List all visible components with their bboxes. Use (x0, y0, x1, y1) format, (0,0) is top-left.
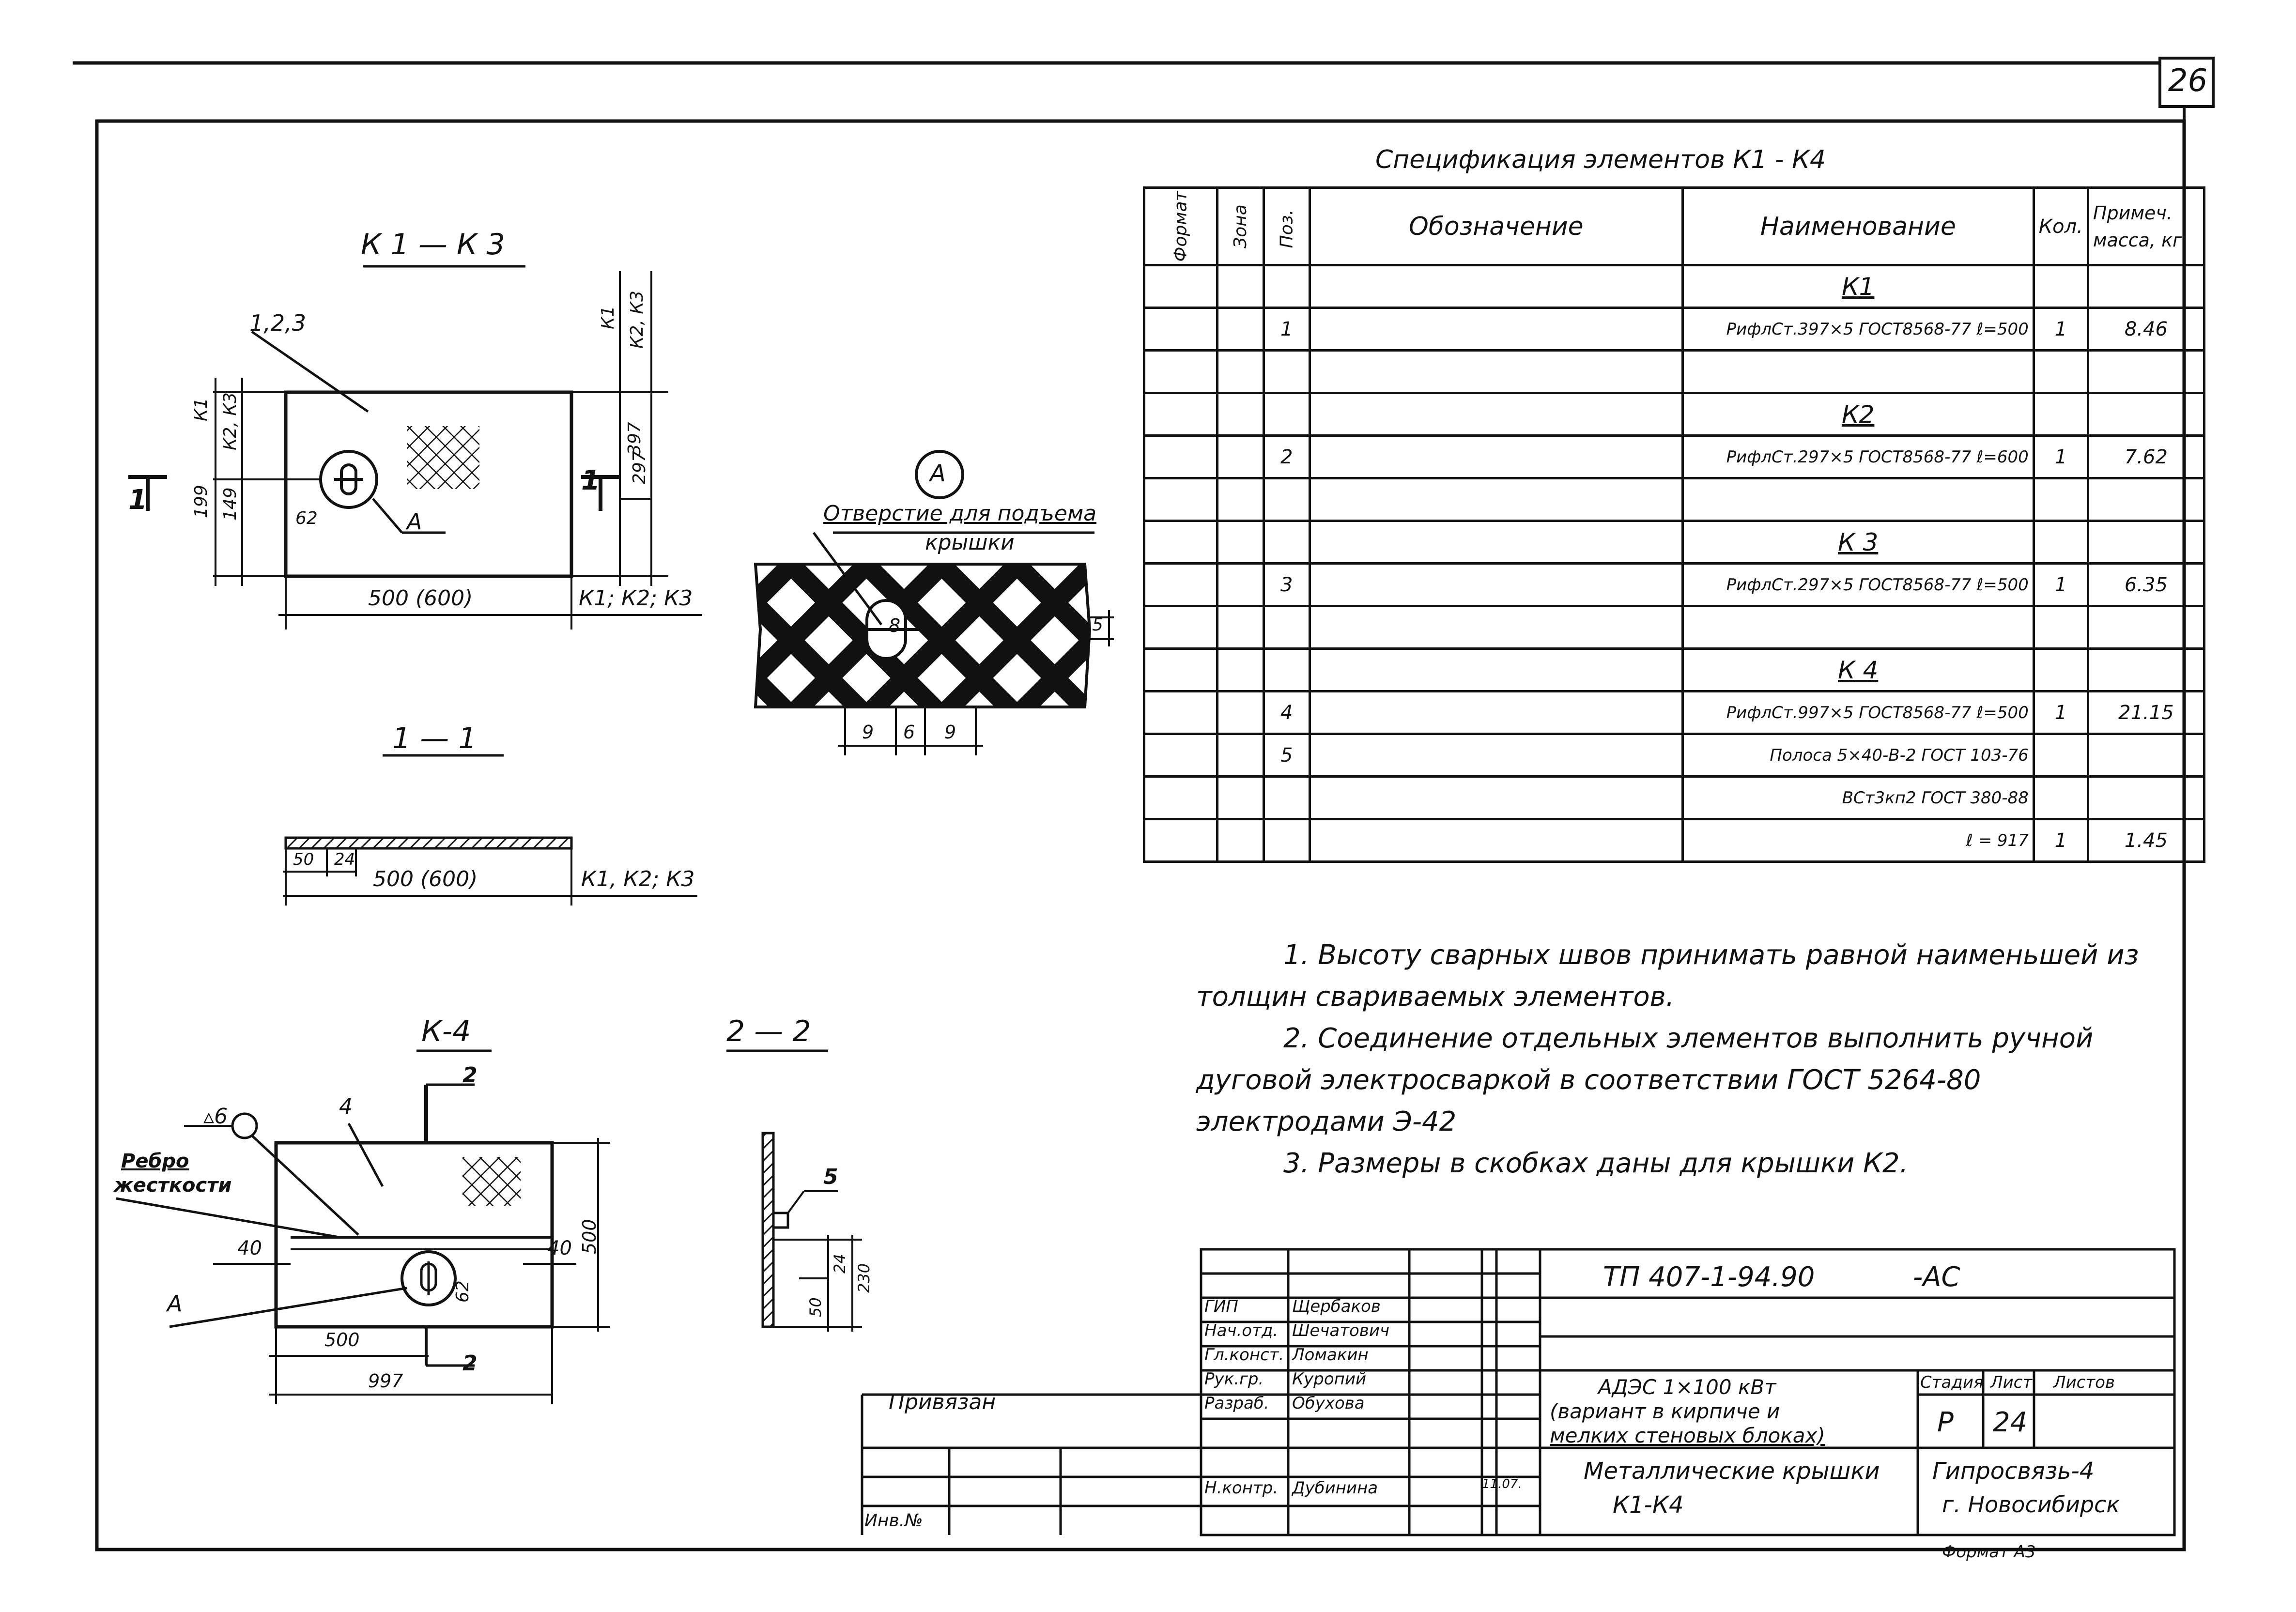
spec-name: К 3 (1682, 521, 2034, 564)
tb-person-name: Обухова (1292, 1394, 1365, 1413)
tb-date: 11.07. (1482, 1477, 1522, 1491)
k4-pos: 4 (339, 1094, 353, 1119)
detail-a-dim-9a: 9 (862, 722, 874, 743)
spec-qty: 1 (2034, 819, 2088, 862)
tb-code: ТП 407-1-94.90 (1603, 1261, 1815, 1293)
k4-weld-size: ▵6 (203, 1104, 228, 1129)
dim-397: 397 (625, 422, 645, 455)
spec-qty: 1 (2034, 436, 2088, 478)
section-22-dim-230: 230 (855, 1263, 873, 1293)
section-11-title: 1 — 1 (392, 722, 477, 755)
k4-title: К-4 (421, 1014, 471, 1048)
spec-name: Полоса 5×40-В-2 ГОСТ 103-76 (1682, 734, 2034, 777)
dim-149: 149 (220, 487, 240, 521)
k1k3-title: К 1 — К 3 (361, 228, 505, 261)
k4-dim-500h: 500 (579, 1219, 600, 1254)
spec-note: 8.46 (2088, 308, 2204, 351)
hdr-pos: Поз. (1277, 209, 1297, 248)
hdr-zone: Зона (1230, 204, 1250, 248)
hdr-qty: Кол. (2034, 188, 2088, 265)
note-1: 1. Высоту сварных швов принимать равной наименьшей из толщин свариваемых элементов. (1196, 939, 2139, 1013)
spec-pos: 4 (1264, 691, 1310, 734)
lbl-k1-left: К1 (191, 398, 211, 421)
spec-name: РифлСт.297×5 ГОСТ8568-77 ℓ=600 (1682, 436, 2034, 478)
tb-project-1: АДЭС 1×100 кВт (1598, 1375, 1776, 1399)
note-3: 3. Размеры в скобках даны для крышки К2. (1283, 1148, 1909, 1179)
tb-sheet-title-1: Металлические крышки (1584, 1458, 1880, 1485)
tb-bound: Привязан (889, 1390, 996, 1414)
dim-62: 62 (295, 508, 318, 528)
section-11-dim-24: 24 (334, 850, 355, 869)
detail-a-dim-9b: 9 (944, 722, 956, 743)
section-mark-left: 1 (128, 484, 147, 516)
hdr-format: Формат (1171, 191, 1191, 262)
k4-rib-2: жесткости (114, 1174, 232, 1197)
section-mark-right: 1 (581, 465, 600, 496)
note-2: 2. Соединение отдельных элементов выполнить ручной дуговой электросваркой в соответствии ГОСТ 5264-80 электродами Э-42 (1196, 1023, 2094, 1137)
tb-sheets-label: Листов (2053, 1373, 2115, 1392)
tb-inv: Инв.№ (864, 1511, 923, 1531)
section-22-title: 2 — 2 (726, 1014, 811, 1048)
detail-a-hole: 8 (889, 615, 901, 636)
tb-person-name: Дубинина (1292, 1478, 1378, 1498)
k4-dim-62: 62 (453, 1280, 473, 1303)
spec-pos: 1 (1264, 308, 1310, 351)
hdr-name: Наименование (1682, 188, 2034, 265)
tb-project-2: (вариант в кирпиче и (1550, 1399, 1780, 1423)
spec-name: К2 (1682, 393, 2034, 436)
tb-role: Рук.гр. (1204, 1369, 1264, 1389)
section-11-dim-50: 50 (293, 850, 314, 869)
tb-org-2: г. Новосибирск (1942, 1491, 2120, 1518)
k4-dim-997: 997 (368, 1370, 403, 1392)
section-22-dim-24: 24 (831, 1254, 849, 1274)
tb-person-name: Ломакин (1292, 1345, 1369, 1365)
tb-sheet: 24 (1993, 1407, 2028, 1438)
spec-note: 7.62 (2088, 436, 2204, 478)
k1k3-callout-a: А (407, 508, 422, 535)
spec-name: К1 (1682, 265, 2034, 308)
tb-role: Разраб. (1204, 1394, 1269, 1413)
tb-role: Нач.отд. (1204, 1321, 1279, 1340)
spec-name: РифлСт.397×5 ГОСТ8568-77 ℓ=500 (1682, 308, 2034, 351)
k4-dim-40l: 40 (237, 1237, 262, 1259)
tb-person-name: Шечатович (1292, 1321, 1390, 1340)
detail-a-caption-2: крышки (925, 530, 1015, 555)
tb-org-1: Гипросвязь-4 (1932, 1458, 2095, 1485)
spec-name: РифлСт.297×5 ГОСТ8568-77 ℓ=500 (1682, 564, 2034, 606)
tb-role: ГИП (1204, 1297, 1238, 1316)
spec-name: ℓ = 917 (1682, 819, 2034, 862)
tb-role: Н.контр. (1204, 1478, 1279, 1498)
k4-dim-40r: 40 (547, 1237, 572, 1259)
k1k3-pos-label: 1,2,3 (249, 310, 307, 336)
tb-project-3: мелких стеновых блоках) (1550, 1424, 1825, 1447)
dim-199: 199 (191, 485, 211, 518)
tb-code-suffix: -АС (1913, 1261, 1960, 1293)
spec-note: 6.35 (2088, 564, 2204, 606)
spec-qty: 1 (2034, 564, 2088, 606)
tb-sheet-label: Лист (1990, 1373, 2033, 1392)
spec-note: 1.45 (2088, 819, 2204, 862)
tb-person-name: Щербаков (1292, 1297, 1381, 1316)
hdr-note-2: масса, кг (2093, 229, 2183, 251)
tb-sheet-title-2: К1-К4 (1613, 1491, 1684, 1519)
dim-297: 297 (630, 451, 649, 484)
dim-k1k2k3: К1; К2; К3 (579, 586, 693, 611)
tb-stage: Р (1937, 1407, 1954, 1438)
detail-a-caption-1: Отверстие для подъема (823, 501, 1097, 526)
spec-title: Спецификация элементов К1 - К4 (1375, 145, 1826, 174)
sheet-number: 26 (2168, 63, 2208, 99)
lbl-k2k3-right: К2, К3 (627, 291, 647, 349)
hdr-designation: Обозначение (1310, 188, 1682, 265)
section-22-dim-50: 50 (806, 1297, 825, 1317)
tb-role: Гл.конст. (1204, 1345, 1284, 1365)
spec-name: К 4 (1682, 649, 2034, 691)
k4-weld-value: 6 (214, 1104, 228, 1129)
k4-rib-1: Ребро (121, 1150, 189, 1172)
tb-stage-label: Стадия (1920, 1373, 1984, 1392)
k4-callout-a: А (167, 1290, 183, 1317)
spec-qty: 1 (2034, 691, 2088, 734)
lbl-k1-right: К1 (598, 306, 618, 329)
dim-500-600: 500 (600) (368, 586, 473, 611)
k4-sec2-bot: 2 (462, 1351, 478, 1376)
section-22-pos: 5 (823, 1165, 838, 1189)
detail-a-dim-6: 6 (903, 722, 915, 743)
spec-pos: 2 (1264, 436, 1310, 478)
spec-pos: 5 (1264, 734, 1310, 777)
section-11-dim-width: 500 (600) (373, 867, 478, 891)
k4-sec2-top: 2 (462, 1063, 478, 1088)
spec-note: 21.15 (2088, 691, 2204, 734)
detail-a-dim-5: 5 (1092, 615, 1103, 635)
section-11-dim-k: К1, К2; К3 (581, 867, 695, 891)
k4-dim-500: 500 (324, 1329, 360, 1351)
spec-name: ВСт3кп2 ГОСТ 380-88 (1682, 777, 2034, 819)
spec-pos: 3 (1264, 564, 1310, 606)
tb-person-name: Куропий (1292, 1369, 1367, 1389)
detail-a-marker: А (930, 460, 946, 487)
spec-name: РифлСт.997×5 ГОСТ8568-77 ℓ=500 (1682, 691, 2034, 734)
spec-qty: 1 (2034, 308, 2088, 351)
hdr-note-1: Примеч. (2093, 202, 2173, 224)
lbl-k2k3-left: К2, К3 (220, 392, 240, 450)
tb-format: Формат А3 (1942, 1542, 2036, 1562)
